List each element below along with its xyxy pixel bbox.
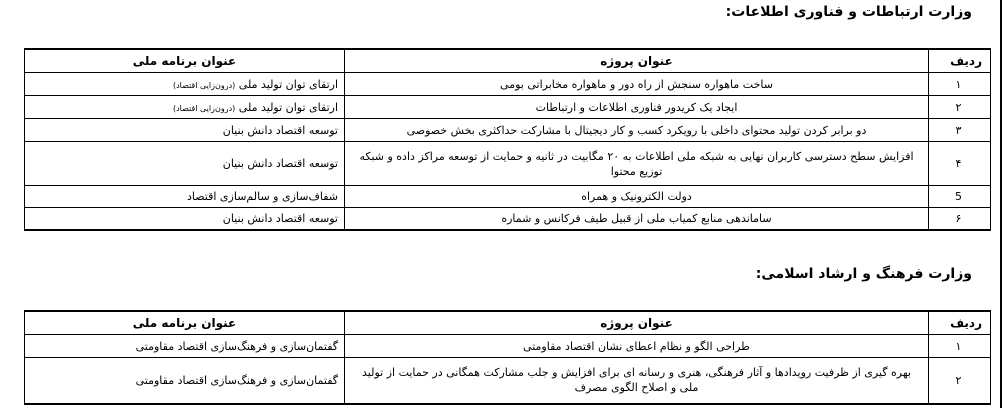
row-number: 5 bbox=[929, 186, 991, 208]
project-title: طراحی الگو و نظام اعطای نشان اقتصاد مقاومتی bbox=[345, 335, 929, 358]
projects-table-ict bbox=[24, 48, 991, 231]
row-number: ۴ bbox=[929, 142, 991, 186]
project-title: افزایش سطح دسترسی کاربران نهایی به شبکه ملی اطلاعات به ۲۰ مگابیت در ثانیه و حمایت از توسعه مراکز داده و شبکه توزیع محتوا bbox=[345, 142, 929, 186]
program-title bbox=[25, 96, 345, 119]
table-row bbox=[25, 142, 991, 186]
project-title: دولت الکترونیک و همراه bbox=[345, 186, 929, 208]
header-row-number: ردیف bbox=[929, 311, 991, 335]
table-row bbox=[25, 335, 991, 358]
section-heading-culture: وزارت فرهنگ و ارشاد اسلامی: bbox=[755, 266, 972, 282]
header-program-title: عنوان برنامه ملی bbox=[25, 311, 345, 335]
row-number: ۲ bbox=[929, 358, 991, 404]
program-name: ارتقای توان تولید ملی bbox=[238, 100, 338, 114]
program-note: (درون‌زایی اقتصاد) bbox=[172, 103, 236, 113]
program-title bbox=[25, 73, 345, 96]
program-title: توسعه اقتصاد دانش بنیان bbox=[25, 142, 345, 186]
row-number: ۱ bbox=[929, 73, 991, 96]
program-title: توسعه اقتصاد دانش بنیان bbox=[25, 119, 345, 142]
project-title: بهره گیری از ظرفیت رویدادها و آثار فرهنگی، هنری و رسانه ای برای افزایش و جلب مشارکت همگانی در حمایت از تولید ملی و اصلاح الگوی مصرف bbox=[345, 358, 929, 404]
table-row bbox=[25, 96, 991, 119]
program-title: توسعه اقتصاد دانش بنیان bbox=[25, 208, 345, 230]
program-name: ارتقای توان تولید ملی bbox=[238, 77, 338, 91]
table-row bbox=[25, 208, 991, 230]
program-title: گفتمان‌سازی و فرهنگ‌سازی اقتصاد مقاومتی bbox=[25, 335, 345, 358]
section-heading-ict: وزارت ارتباطات و فناوری اطلاعات: bbox=[725, 4, 972, 20]
header-program-title: عنوان برنامه ملی bbox=[25, 49, 345, 73]
table-header-row bbox=[25, 49, 991, 73]
row-number: ۳ bbox=[929, 119, 991, 142]
project-title: ساماندهی منابع کمیاب ملی از قبیل طیف فرکانس و شماره bbox=[345, 208, 929, 230]
header-project-title: عنوان پروژه bbox=[345, 311, 929, 335]
project-title: ساخت ماهواره سنجش از راه دور و ماهواره مخابراتی بومی bbox=[345, 73, 929, 96]
projects-table-culture bbox=[24, 310, 991, 405]
table-row bbox=[25, 119, 991, 142]
row-number: ۲ bbox=[929, 96, 991, 119]
table-row bbox=[25, 358, 991, 404]
program-note: (درون‌زایی اقتصاد) bbox=[172, 80, 236, 90]
table-row bbox=[25, 186, 991, 208]
project-title: دو برابر کردن تولید محتوای داخلی با رویکرد کسب و کار دیجیتال با مشارکت حداکثری بخش خصوصی bbox=[345, 119, 929, 142]
program-title: شفاف‌سازی و سالم‌سازی اقتصاد bbox=[25, 186, 345, 208]
header-project-title: عنوان پروژه bbox=[345, 49, 929, 73]
header-row-number: ردیف bbox=[929, 49, 991, 73]
table-header-row bbox=[25, 311, 991, 335]
project-title: ایجاد یک کریدور فناوری اطلاعات و ارتباطات bbox=[345, 96, 929, 119]
row-number: ۱ bbox=[929, 335, 991, 358]
program-title: گفتمان‌سازی و فرهنگ‌سازی اقتصاد مقاومتی bbox=[25, 358, 345, 404]
table-row bbox=[25, 73, 991, 96]
row-number: ۶ bbox=[929, 208, 991, 230]
